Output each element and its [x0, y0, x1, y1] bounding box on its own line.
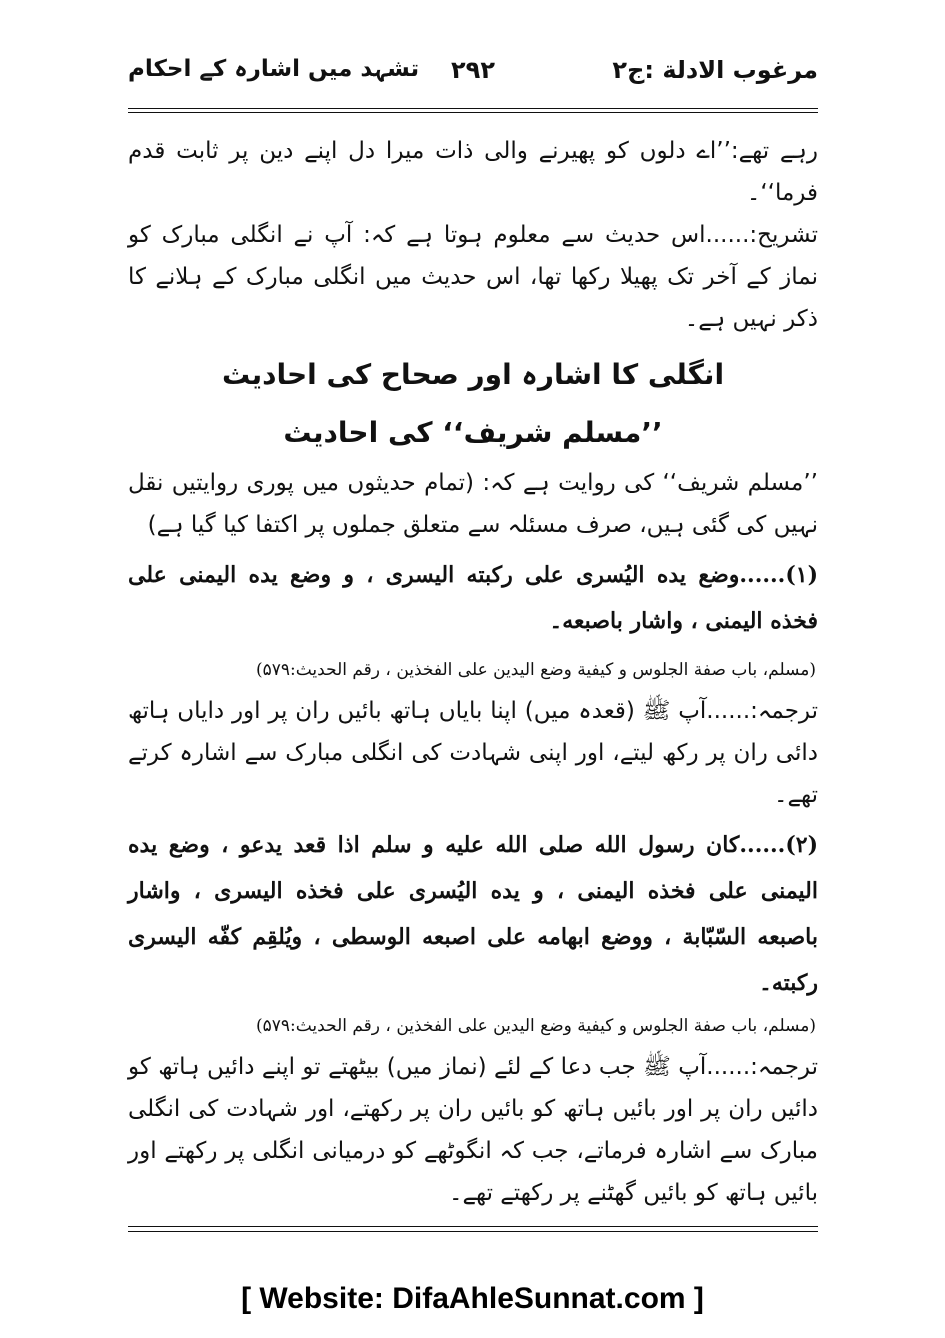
chapter-title: تشہد میں اشارہ کے احکام — [128, 56, 420, 82]
hadith-1-reference: (مسلم، باب صفة الجلوس و کیفیة وضع الیدین علی الفخذین ، رقم الحدیث:۵۷۹) — [255, 660, 816, 680]
paragraph-quote-end: رہے تھے:’’اے دلوں کو پھیرنے والی ذات میرا دل اپنے دین پر ثابت قدم فرما‘‘۔ — [128, 138, 818, 206]
website-footer: [ Website: DifaAhleSunnat.com ] — [241, 1282, 704, 1315]
page-header — [128, 52, 818, 96]
hadith-2-arabic: (۲)......کان رسول الله صلی الله علیه و سلم اذا قعد یدعو ، وضع یده الیمنی علی فخذه الیمنی ، و یده الیُسری علی فخذه الیسری ، واشار باصبعه السّبّابة ، ووضع ابهامه علی اصبعه الوسطی ، ویُلقِم کفّه الیسری رکبته۔ — [128, 832, 818, 996]
header-rule — [128, 108, 818, 109]
footer-rule — [128, 1226, 818, 1227]
section-heading: انگلی کا اشارہ اور صحاح کی احادیث — [221, 358, 725, 391]
hadith-1-arabic: (۱)......وضع یده الیُسری علی رکبته الیسری ، و وضع یده الیمنی علی فخذه الیمنی ، واشار باصبعه۔ — [128, 562, 818, 634]
page-body — [128, 130, 818, 1214]
paragraph-explanation: تشریح:......اس حدیث سے معلوم ہوتا ہے کہ: آپ نے انگلی مبارک کو نماز کے آخر تک پھیلا رکھا تھا، اس حدیث میں انگلی مبارک کے ہلانے کا ذکر نہیں ہے۔ — [128, 222, 818, 332]
page-number: ۲۹۲ — [451, 56, 495, 84]
header-rule-thin — [128, 112, 818, 113]
hadith-2-reference: (مسلم، باب صفة الجلوس و کیفیة وضع الیدین علی الفخذین ، رقم الحدیث:۵۷۹) — [255, 1016, 816, 1036]
footer-rule-thin — [128, 1231, 818, 1232]
book-title: مرغوب الادلة :ج۲ — [612, 56, 818, 84]
hadith-2-translation: ترجمہ:......آپ ﷺ جب دعا کے لئے (نماز میں) بیٹھتے تو اپنے دائیں ہاتھ کو دائیں ران پر اور بائیں ہاتھ کو بائیں ران پر رکھتے، اور شہادت کی انگلی مبارک سے اشارہ فرماتے، جب کہ انگوٹھے کو درمیانی انگلی پر رکھتے اور بائیں ہاتھ کو بائیں گھٹنے پر رکھتے تھے۔ — [128, 1054, 818, 1206]
paragraph-intro: ’’مسلم شریف‘‘ کی روایت ہے کہ: (تمام حدیثوں میں پوری روایتیں نقل نہیں کی گئی ہیں، صرف مسئلہ سے متعلق جملوں پر اکتفا کیا گیا ہے) — [128, 470, 818, 538]
sub-heading: ’’مسلم شریف‘‘ کی احادیث — [283, 416, 663, 449]
hadith-1-translation: ترجمہ:......آپ ﷺ (قعدہ میں) اپنا بایاں ہاتھ بائیں ران پر اور دایاں ہاتھ دائی ران پر رکھ لیتے، اور اپنی شہادت کی انگلی مبارک سے اشارہ کرتے تھے۔ — [128, 698, 818, 808]
